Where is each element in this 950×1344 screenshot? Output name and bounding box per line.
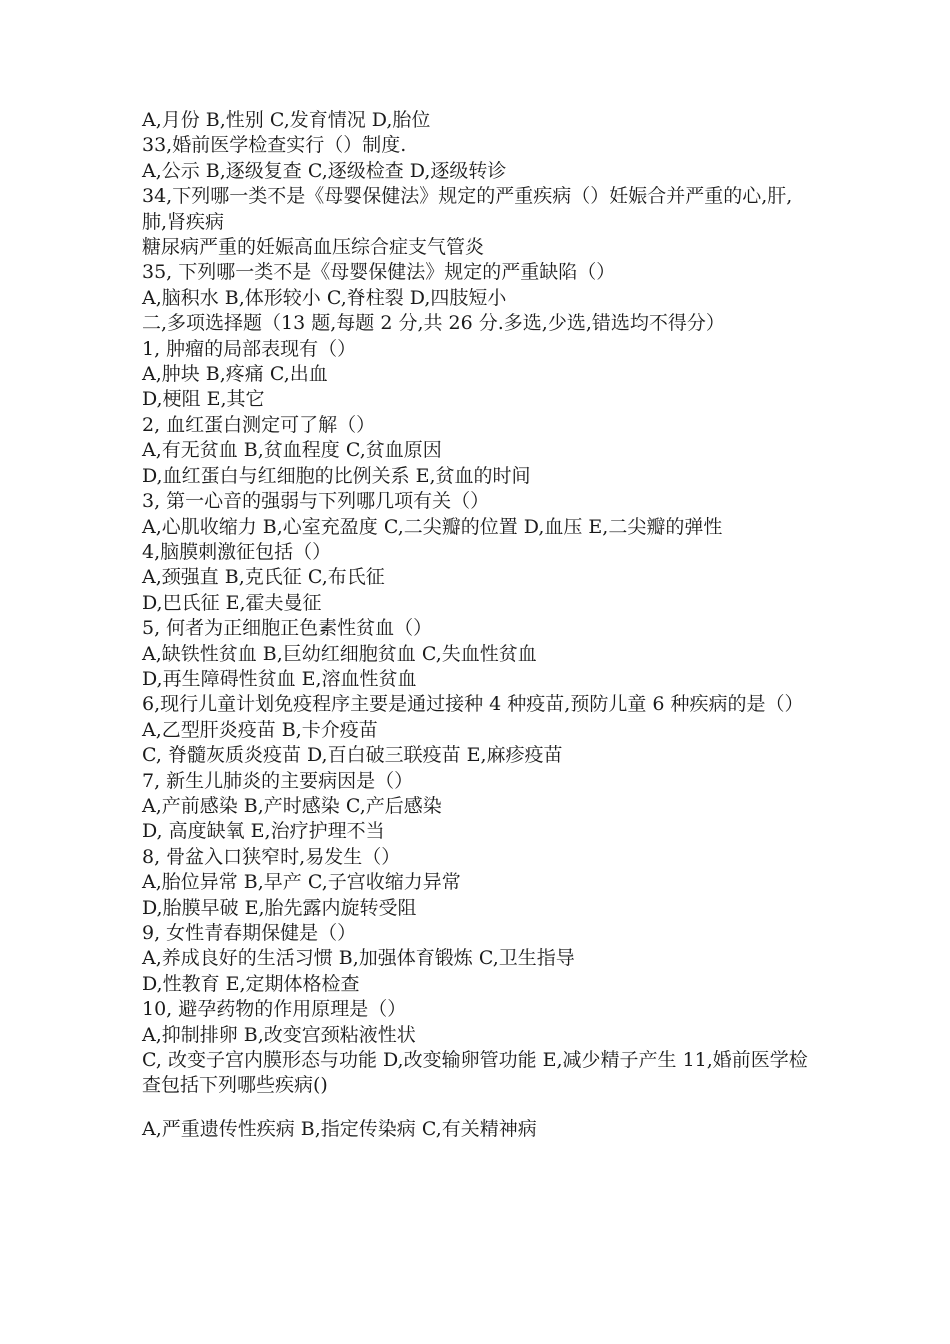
options-m9: D,性教育 E,定期体格检查 <box>142 972 360 995</box>
options-m6: C, 脊髓灰质炎疫苗 D,百白破三联疫苗 E,麻疹疫苗 <box>142 744 563 767</box>
options-m6: A,乙型肝炎疫苗 B,卡介疫苗 <box>142 718 378 741</box>
options-33: A,公示 B,逐级复查 C,逐级检查 D,逐级转诊 <box>142 159 507 182</box>
question-m7: 7, 新生儿肺炎的主要病因是（） <box>142 769 414 792</box>
paragraph-gap <box>142 1099 810 1117</box>
question-33: 33,婚前医学检查实行（）制度. <box>142 134 407 157</box>
question-m1: 1, 肿瘤的局部表现有（） <box>142 337 357 360</box>
options-m3: A,心肌收缩力 B,心室充盈度 C,二尖瓣的位置 D,血压 E,二尖瓣的弹性 <box>142 515 723 538</box>
question-m8: 8, 骨盆入口狭窄时,易发生（） <box>142 845 401 868</box>
question-m6: 6,现行儿童计划免疫程序主要是通过接种 4 种疫苗,预防儿童 6 种疾病的是（） <box>142 693 804 716</box>
options-m11: A,严重遗传性疾病 B,指定传染病 C,有关精神病 <box>142 1117 537 1140</box>
options-m10-and-question-m11: C, 改变子宫内膜形态与功能 D,改变输卵管功能 E,减少精子产生 11,婚前医学检查包括下列哪些疾病() <box>142 1049 808 1097</box>
options-m2: A,有无贫血 B,贫血程度 C,贫血原因 <box>142 439 442 462</box>
options-35: A,脑积水 B,体形较小 C,脊柱裂 D,四肢短小 <box>142 286 507 309</box>
question-m9: 9, 女性青春期保健是（） <box>142 922 357 944</box>
text-line: 糖尿病严重的妊娠高血压综合症支气管炎 <box>142 236 485 259</box>
options-m10: A,抑制排卵 B,改变宫颈粘液性状 <box>142 1023 416 1046</box>
options-m4: A,颈强直 B,克氏征 C,布氏征 <box>142 566 385 589</box>
options-m5: A,缺铁性贫血 B,巨幼红细胞贫血 C,失血性贫血 <box>142 642 537 665</box>
options-m9: A,养成良好的生活习惯 B,加强体育锻炼 C,卫生指导 <box>142 947 575 970</box>
question-m2: 2, 血红蛋白测定可了解（） <box>142 413 376 436</box>
question-m10: 10, 避孕药物的作用原理是（） <box>142 998 407 1021</box>
options-m4: D,巴氏征 E,霍夫曼征 <box>142 591 322 614</box>
question-m4: 4,脑膜刺激征包括（） <box>142 540 332 563</box>
question-m5: 5, 何者为正细胞正色素性贫血（） <box>142 617 433 640</box>
options-m7: D, 高度缺氧 E,治疗护理不当 <box>142 820 385 843</box>
question-34: 34,下列哪一类不是《母婴保健法》规定的严重疾病（）妊娠合并严重的心,肝,肺,肾疾病 <box>142 185 793 233</box>
question-35: 35, 下列哪一类不是《母婴保健法》规定的严重缺陷（） <box>142 261 616 284</box>
options-m8: D,胎膜早破 E,胎先露内旋转受阻 <box>142 896 417 919</box>
options-m1: A,肿块 B,疼痛 C,出血 <box>142 363 328 386</box>
question-m3: 3, 第一心音的强弱与下列哪几项有关（） <box>142 490 490 513</box>
options-m2: D,血红蛋白与红细胞的比例关系 E,贫血的时间 <box>142 464 531 487</box>
options-m1: D,梗阻 E,其它 <box>142 388 265 411</box>
options-m5: D,再生障碍性贫血 E,溶血性贫血 <box>142 667 417 690</box>
document-page <box>142 108 810 1142</box>
section-heading-multiple-choice: 二,多项选择题（13 题,每题 2 分,共 26 分.多选,少选,错选均不得分） <box>142 312 725 335</box>
text-line: A,月份 B,性别 C,发育情况 D,胎位 <box>142 109 431 131</box>
options-m7: A,产前感染 B,产时感染 C,产后感染 <box>142 794 442 817</box>
options-m8: A,胎位异常 B,早产 C,子宫收缩力异常 <box>142 871 461 894</box>
